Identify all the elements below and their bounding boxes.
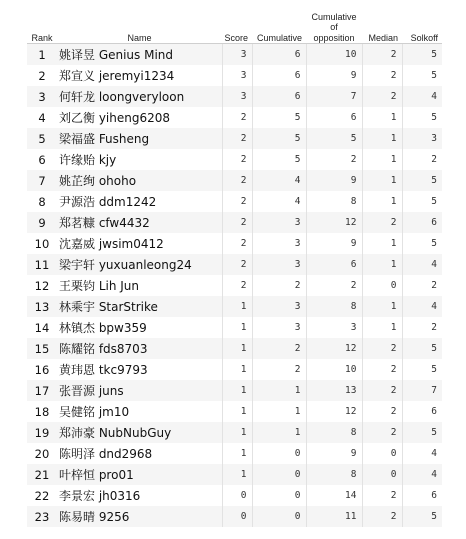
row-solkoff: 2 [402, 317, 442, 338]
table-row [27, 401, 442, 422]
row-score: 2 [222, 128, 252, 149]
row-score: 2 [222, 212, 252, 233]
row-score: 3 [222, 44, 252, 66]
row-cumulative: 6 [252, 86, 306, 107]
row-name: 吴健铭 jm10 [57, 401, 222, 422]
row-rank: 18 [27, 401, 57, 422]
row-rank: 17 [27, 380, 57, 401]
row-median: 1 [362, 191, 402, 212]
row-median: 2 [362, 44, 402, 66]
row-name: 刘乙衡 yiheng6208 [57, 107, 222, 128]
row-name: 郑宣义 jeremyi1234 [57, 65, 222, 86]
row-cumulative: 5 [252, 107, 306, 128]
row-rank: 9 [27, 212, 57, 233]
row-name: 尹源浩 ddm1242 [57, 191, 222, 212]
row-name: 叶梓恒 pro01 [57, 464, 222, 485]
row-cumulative-opposition: 8 [306, 296, 362, 317]
row-rank: 5 [27, 128, 57, 149]
row-cumulative: 0 [252, 506, 306, 527]
row-name: 黄玮恩 tkc9793 [57, 359, 222, 380]
row-name: 陈明泽 dnd2968 [57, 443, 222, 464]
row-score: 3 [222, 86, 252, 107]
row-score: 1 [222, 359, 252, 380]
row-median: 2 [362, 212, 402, 233]
row-cumulative: 4 [252, 191, 306, 212]
row-cumulative-opposition: 9 [306, 233, 362, 254]
row-score: 1 [222, 464, 252, 485]
row-solkoff: 7 [402, 380, 442, 401]
row-solkoff: 6 [402, 212, 442, 233]
row-median: 2 [362, 380, 402, 401]
row-score: 2 [222, 149, 252, 170]
row-name: 张晋源 juns [57, 380, 222, 401]
row-cumulative: 1 [252, 422, 306, 443]
row-cumulative: 6 [252, 65, 306, 86]
row-rank: 12 [27, 275, 57, 296]
row-score: 1 [222, 422, 252, 443]
row-score: 3 [222, 65, 252, 86]
row-cumulative: 3 [252, 212, 306, 233]
row-cumulative: 6 [252, 44, 306, 66]
col-median-header: Median [362, 5, 402, 44]
table-row [27, 443, 442, 464]
table-row [27, 296, 442, 317]
table-row [27, 380, 442, 401]
row-median: 1 [362, 107, 402, 128]
table-row [27, 506, 442, 527]
row-solkoff: 5 [402, 170, 442, 191]
row-cumulative: 0 [252, 443, 306, 464]
table-row [27, 317, 442, 338]
row-cumulative-opposition: 10 [306, 359, 362, 380]
row-solkoff: 2 [402, 149, 442, 170]
row-cumulative-opposition: 9 [306, 170, 362, 191]
row-rank: 20 [27, 443, 57, 464]
row-rank: 15 [27, 338, 57, 359]
row-score: 1 [222, 401, 252, 422]
row-cumulative-opposition: 7 [306, 86, 362, 107]
row-solkoff: 5 [402, 44, 442, 66]
row-name: 许缘贻 kjy [57, 149, 222, 170]
row-rank: 16 [27, 359, 57, 380]
row-cumulative-opposition: 6 [306, 107, 362, 128]
row-rank: 22 [27, 485, 57, 506]
row-name: 沈嘉威 jwsim0412 [57, 233, 222, 254]
table-row [27, 464, 442, 485]
row-cumulative-opposition: 8 [306, 422, 362, 443]
col-rank-header: Rank [27, 5, 57, 44]
col-cumulative-header: Cumulative [252, 5, 306, 44]
row-score: 2 [222, 233, 252, 254]
row-cumulative: 1 [252, 380, 306, 401]
row-cumulative: 1 [252, 401, 306, 422]
row-score: 2 [222, 170, 252, 191]
row-median: 2 [362, 401, 402, 422]
row-solkoff: 5 [402, 422, 442, 443]
col-cumulative-opposition-header: Cumulative of opposition [306, 5, 362, 44]
row-cumulative: 2 [252, 359, 306, 380]
table-row [27, 44, 442, 66]
table-row [27, 212, 442, 233]
table-row [27, 359, 442, 380]
row-median: 0 [362, 443, 402, 464]
col-solkoff-header: Solkoff [402, 5, 442, 44]
table-row [27, 86, 442, 107]
table-row [27, 422, 442, 443]
row-solkoff: 4 [402, 86, 442, 107]
row-solkoff: 4 [402, 443, 442, 464]
row-median: 1 [362, 170, 402, 191]
row-solkoff: 2 [402, 275, 442, 296]
row-solkoff: 6 [402, 401, 442, 422]
row-cumulative-opposition: 12 [306, 212, 362, 233]
table-row [27, 170, 442, 191]
row-rank: 10 [27, 233, 57, 254]
row-solkoff: 5 [402, 506, 442, 527]
row-rank: 6 [27, 149, 57, 170]
row-rank: 21 [27, 464, 57, 485]
row-median: 2 [362, 506, 402, 527]
row-name: 梁宇轩 yuxuanleong24 [57, 254, 222, 275]
row-median: 1 [362, 296, 402, 317]
row-median: 2 [362, 422, 402, 443]
row-name: 林镇杰 bpw359 [57, 317, 222, 338]
standings-table [27, 5, 442, 527]
row-score: 1 [222, 296, 252, 317]
row-score: 2 [222, 275, 252, 296]
row-name: 姚芷绚 ohoho [57, 170, 222, 191]
table-row [27, 233, 442, 254]
row-score: 2 [222, 107, 252, 128]
row-solkoff: 4 [402, 464, 442, 485]
row-score: 1 [222, 380, 252, 401]
row-name: 梁福盛 Fusheng [57, 128, 222, 149]
row-name: 李景宏 jh0316 [57, 485, 222, 506]
row-rank: 14 [27, 317, 57, 338]
row-cumulative-opposition: 2 [306, 275, 362, 296]
row-name: 陈易晴 9256 [57, 506, 222, 527]
row-cumulative: 2 [252, 338, 306, 359]
row-solkoff: 5 [402, 233, 442, 254]
row-rank: 8 [27, 191, 57, 212]
row-cumulative: 5 [252, 128, 306, 149]
row-name: 郑茗糠 cfw4432 [57, 212, 222, 233]
row-cumulative: 3 [252, 233, 306, 254]
row-median: 1 [362, 254, 402, 275]
row-cumulative-opposition: 6 [306, 254, 362, 275]
row-rank: 13 [27, 296, 57, 317]
row-solkoff: 5 [402, 107, 442, 128]
row-median: 2 [362, 338, 402, 359]
row-score: 2 [222, 191, 252, 212]
table-row [27, 128, 442, 149]
table-row [27, 107, 442, 128]
row-solkoff: 4 [402, 254, 442, 275]
row-median: 1 [362, 317, 402, 338]
row-name: 何轩龙 loongveryloon [57, 86, 222, 107]
row-cumulative-opposition: 14 [306, 485, 362, 506]
row-rank: 1 [27, 44, 57, 66]
row-cumulative: 0 [252, 485, 306, 506]
row-median: 0 [362, 275, 402, 296]
row-cumulative-opposition: 12 [306, 401, 362, 422]
row-score: 0 [222, 506, 252, 527]
row-cumulative: 0 [252, 464, 306, 485]
row-median: 2 [362, 485, 402, 506]
row-cumulative: 5 [252, 149, 306, 170]
row-solkoff: 5 [402, 65, 442, 86]
row-cumulative: 3 [252, 317, 306, 338]
col-name-header: Name [57, 5, 222, 44]
row-cumulative-opposition: 12 [306, 338, 362, 359]
row-score: 1 [222, 338, 252, 359]
row-cumulative-opposition: 13 [306, 380, 362, 401]
row-median: 2 [362, 359, 402, 380]
row-solkoff: 5 [402, 359, 442, 380]
row-median: 0 [362, 464, 402, 485]
row-rank: 3 [27, 86, 57, 107]
row-solkoff: 5 [402, 338, 442, 359]
table-row [27, 65, 442, 86]
table-row [27, 191, 442, 212]
row-name: 姚译昱 Genius Mind [57, 44, 222, 66]
row-median: 2 [362, 86, 402, 107]
row-score: 1 [222, 317, 252, 338]
row-median: 1 [362, 149, 402, 170]
table-row [27, 254, 442, 275]
table-row [27, 485, 442, 506]
row-rank: 7 [27, 170, 57, 191]
row-cumulative: 3 [252, 254, 306, 275]
row-cumulative-opposition: 9 [306, 443, 362, 464]
row-cumulative-opposition: 11 [306, 506, 362, 527]
table-body [27, 44, 442, 528]
row-rank: 4 [27, 107, 57, 128]
row-cumulative-opposition: 9 [306, 65, 362, 86]
row-cumulative-opposition: 8 [306, 464, 362, 485]
row-name: 郑沛豪 NubNubGuy [57, 422, 222, 443]
row-cumulative-opposition: 10 [306, 44, 362, 66]
row-name: 陈耀铭 fds8703 [57, 338, 222, 359]
col-score-header: Score [222, 5, 252, 44]
row-score: 0 [222, 485, 252, 506]
row-solkoff: 4 [402, 296, 442, 317]
row-score: 1 [222, 443, 252, 464]
row-name: 王栗钧 Lih Jun [57, 275, 222, 296]
row-rank: 2 [27, 65, 57, 86]
table-row [27, 338, 442, 359]
table-row [27, 275, 442, 296]
row-median: 2 [362, 65, 402, 86]
row-cumulative-opposition: 2 [306, 149, 362, 170]
table-header-row [27, 5, 442, 44]
row-score: 2 [222, 254, 252, 275]
row-rank: 19 [27, 422, 57, 443]
table-row [27, 149, 442, 170]
row-cumulative-opposition: 5 [306, 128, 362, 149]
row-cumulative-opposition: 8 [306, 191, 362, 212]
row-cumulative: 4 [252, 170, 306, 191]
row-cumulative: 3 [252, 296, 306, 317]
row-name: 林乘宇 StarStrike [57, 296, 222, 317]
row-cumulative-opposition: 3 [306, 317, 362, 338]
row-median: 1 [362, 128, 402, 149]
row-median: 1 [362, 233, 402, 254]
row-rank: 23 [27, 506, 57, 527]
row-solkoff: 5 [402, 191, 442, 212]
row-rank: 11 [27, 254, 57, 275]
row-solkoff: 6 [402, 485, 442, 506]
row-solkoff: 3 [402, 128, 442, 149]
row-cumulative: 2 [252, 275, 306, 296]
